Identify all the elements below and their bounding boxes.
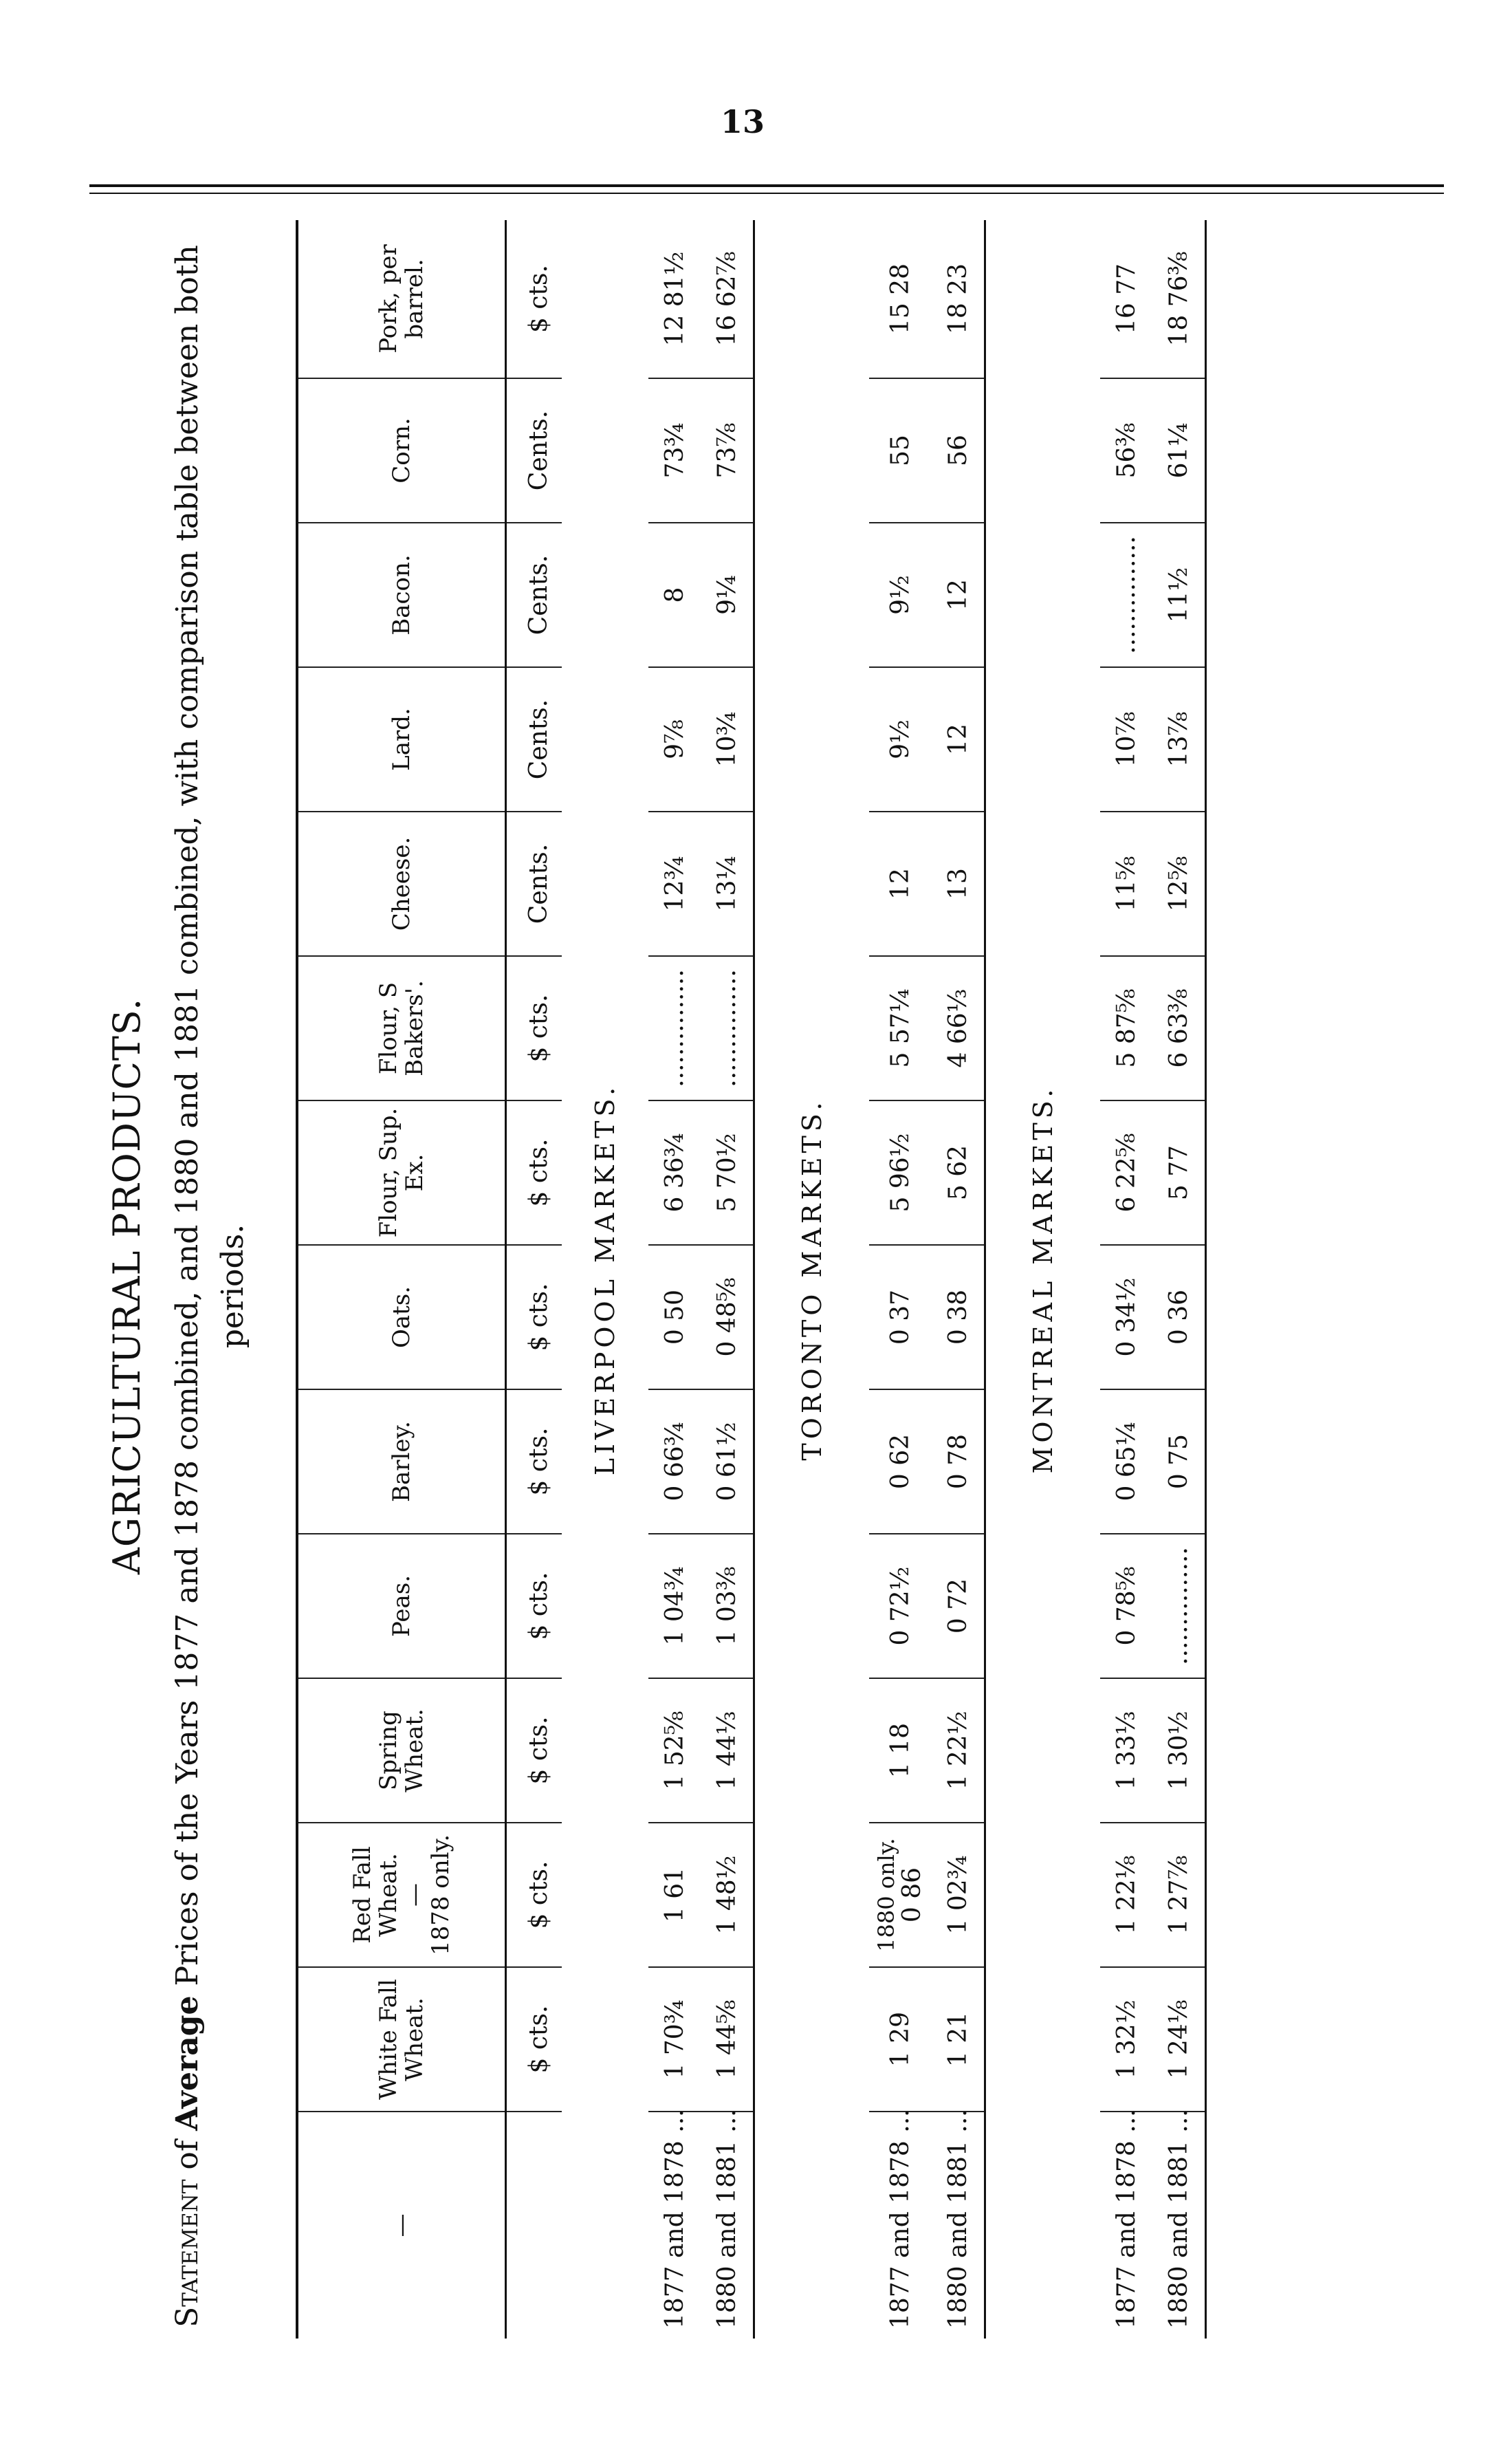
- row-label: 1880 and 1881 ...: [1152, 2112, 1206, 2339]
- table-row: [932, 220, 985, 2339]
- price-cell: 4 66⅓: [932, 956, 985, 1100]
- price-cell: 0 72: [932, 1534, 985, 1678]
- price-cell: 61¼: [1152, 378, 1206, 523]
- rotated-content: [89, 206, 1437, 2366]
- row-label: 1880 and 1881 ...: [701, 2112, 754, 2339]
- row-label: 1877 and 1878 ...: [869, 2112, 932, 2339]
- section-heading-row: [562, 220, 648, 2339]
- table-row: [1100, 220, 1152, 2339]
- price-cell: 0 78: [932, 1389, 985, 1534]
- column-header: Pork, per barrel.: [297, 220, 506, 378]
- section-heading: MONTREAL MARKETS.: [985, 220, 1101, 2339]
- price-cell: 1 44⅝: [701, 1967, 754, 2112]
- price-cell: 0 50: [648, 1245, 701, 1389]
- column-header: Barley.: [297, 1389, 506, 1534]
- column-header: Bacon.: [297, 523, 506, 667]
- section-heading-row: [754, 220, 870, 2339]
- price-cell: 12¾: [648, 812, 701, 956]
- price-cell: 0 37: [869, 1245, 932, 1389]
- document-title: AGRICULTURAL PRODUCTS.: [105, 997, 149, 1575]
- price-cell: 1 48½: [701, 1823, 754, 1967]
- price-cell: 12: [932, 667, 985, 812]
- price-cell: 5 96½: [869, 1100, 932, 1245]
- price-cell: 11⅝: [1100, 812, 1152, 956]
- price-cell: 1 02¾: [932, 1823, 985, 1967]
- column-header: White Fall Wheat.: [297, 1967, 506, 2112]
- price-cell: 13¼: [701, 812, 754, 956]
- price-cell: 73¾: [648, 378, 701, 523]
- price-cell: 11½: [1152, 523, 1206, 667]
- price-cell: 6 22⅝: [1100, 1100, 1152, 1245]
- price-cell: 0 62: [869, 1389, 932, 1534]
- price-cell: ...............: [701, 956, 754, 1100]
- table-row: [1152, 220, 1206, 2339]
- column-header: Oats.: [297, 1245, 506, 1389]
- price-cell: 9½: [869, 523, 932, 667]
- price-cell: 1 33⅓: [1100, 1678, 1152, 1823]
- unit-cell: [506, 2112, 562, 2339]
- unit-cell: $ cts.: [506, 1534, 562, 1678]
- price-cell: 1 32½: [1100, 1967, 1152, 2112]
- price-cell: 1 04¾: [648, 1534, 701, 1678]
- price-cell: 12⅝: [1152, 812, 1206, 956]
- unit-cell: Cents.: [506, 667, 562, 812]
- price-cell: 5 70½: [701, 1100, 754, 1245]
- statement-rest: Prices of the Years 1877 and 1878 combined, and 1880 and 1881 combined, with comparison table between both periods.: [170, 245, 250, 1996]
- unit-cell: $ cts.: [506, 956, 562, 1100]
- price-cell: 16 62⅞: [712, 251, 741, 347]
- price-cell: 1880 only. 0 86: [869, 1823, 932, 1967]
- unit-cell: $ cts.: [524, 265, 553, 333]
- price-cell: 8: [648, 523, 701, 667]
- statement-average: Average: [170, 1995, 205, 2131]
- unit-cell: $ cts.: [506, 1100, 562, 1245]
- price-cell: 0 48⅝: [701, 1245, 754, 1389]
- price-cell: 18 76⅜: [1152, 220, 1206, 378]
- column-header: Spring Wheat.: [297, 1678, 506, 1823]
- row-label: 1877 and 1878 ...: [1100, 2112, 1152, 2339]
- unit-cell: $ cts.: [506, 1823, 562, 1967]
- statement-of: of: [170, 2130, 205, 2180]
- price-cell: 0 75: [1152, 1389, 1206, 1534]
- price-cell: 18 23: [943, 263, 972, 335]
- top-rule-thin: [89, 193, 1444, 194]
- column-note: 1880 only.: [873, 1838, 899, 1952]
- price-cell: 10¾: [701, 667, 754, 812]
- price-cell: 1 18: [869, 1678, 932, 1823]
- column-header: Lard.: [297, 667, 506, 812]
- price-cell: 9¼: [701, 523, 754, 667]
- row-label: 1880 and 1881 ...: [932, 2112, 985, 2339]
- price-cell: 1 27⅞: [1152, 1823, 1206, 1967]
- price-cell: 15 28: [886, 263, 914, 335]
- table-body: [506, 220, 1206, 2339]
- column-header: Flour, Sup. Ex.: [297, 1100, 506, 1245]
- unit-cell: $ cts.: [506, 1967, 562, 2112]
- units-row: [506, 220, 562, 2339]
- column-header: Peas.: [297, 1534, 506, 1678]
- price-cell: 55: [869, 378, 932, 523]
- price-cell: 0 61½: [701, 1389, 754, 1534]
- price-cell: 0 36: [1152, 1245, 1206, 1389]
- section-heading: TORONTO MARKETS.: [754, 220, 870, 2339]
- price-cell: 1 70¾: [648, 1967, 701, 2112]
- price-cell: 13⅞: [1152, 667, 1206, 812]
- price-cell: 9⅞: [648, 667, 701, 812]
- column-header: Flour, S Bakers'.: [297, 956, 506, 1100]
- unit-cell: $ cts.: [506, 1678, 562, 1823]
- price-cell: 0 78⅝: [1100, 1534, 1152, 1678]
- unit-cell: Cents.: [506, 812, 562, 956]
- price-cell: 0 38: [932, 1245, 985, 1389]
- unit-cell: Cents.: [506, 523, 562, 667]
- price-cell: 56: [932, 378, 985, 523]
- price-cell: 0 34½: [1100, 1245, 1152, 1389]
- price-cell: 9½: [869, 667, 932, 812]
- column-header: —: [297, 2112, 506, 2339]
- price-cell: 56⅜: [1100, 378, 1152, 523]
- price-cell: 0 65¼: [1100, 1389, 1152, 1534]
- prices-table: [296, 220, 1207, 2339]
- price-cell: 1 52⅝: [648, 1678, 701, 1823]
- price-cell: 0 72½: [869, 1534, 932, 1678]
- unit-cell: Cents.: [506, 378, 562, 523]
- price-cell: ...............: [1100, 523, 1152, 667]
- table-row: [701, 220, 754, 2339]
- column-header: Red Fall Wheat. — 1878 only.: [297, 1823, 506, 1967]
- row-label: 1877 and 1878 ...: [648, 2112, 701, 2339]
- unit-cell: $ cts.: [506, 1245, 562, 1389]
- price-cell: ...............: [648, 956, 701, 1100]
- price-cell: 1 61: [648, 1823, 701, 1967]
- price-cell: 1 44⅓: [701, 1678, 754, 1823]
- price-cell: 12: [869, 812, 932, 956]
- price-cell: 1 22½: [932, 1678, 985, 1823]
- section-heading: LIVERPOOL MARKETS.: [590, 1083, 620, 1476]
- price-cell: ...............: [1152, 1534, 1206, 1678]
- price-cell: 5 87⅝: [1100, 956, 1152, 1100]
- section-heading-row: [985, 220, 1101, 2339]
- header-row: [297, 220, 506, 2339]
- price-cell: 10⅞: [1100, 667, 1152, 812]
- price-cell: 12: [932, 523, 985, 667]
- price-cell: 1 24⅛: [1152, 1967, 1206, 2112]
- top-rule: [89, 184, 1444, 187]
- price-cell: 5 57¼: [869, 956, 932, 1100]
- price-cell: 16 77: [1112, 263, 1141, 335]
- column-header: Cheese.: [297, 812, 506, 956]
- price-cell: 0 66¾: [648, 1389, 701, 1534]
- price-cell: 1 22⅛: [1100, 1823, 1152, 1967]
- price-cell: 5 62: [932, 1100, 985, 1245]
- price-cell: 6 36¾: [648, 1100, 701, 1245]
- price-cell: 73⅞: [701, 378, 754, 523]
- price-cell: 13: [932, 812, 985, 956]
- statement-lead: Statement: [170, 2179, 205, 2328]
- price-cell: 12 81½: [660, 251, 689, 347]
- price-cell: 1 29: [869, 1967, 932, 2112]
- price-cell: 1 03⅜: [701, 1534, 754, 1678]
- page-number: 13: [720, 103, 765, 140]
- column-header: Corn.: [297, 378, 506, 523]
- price-cell: 5 77: [1152, 1100, 1206, 1245]
- price-cell: 6 63⅜: [1152, 956, 1206, 1100]
- table-row: [648, 220, 701, 2339]
- statement-caption: [165, 234, 256, 2339]
- unit-cell: $ cts.: [506, 1389, 562, 1534]
- price-cell: 1 21: [932, 1967, 985, 2112]
- table-row: [869, 220, 932, 2339]
- price-cell: 1 30½: [1152, 1678, 1206, 1823]
